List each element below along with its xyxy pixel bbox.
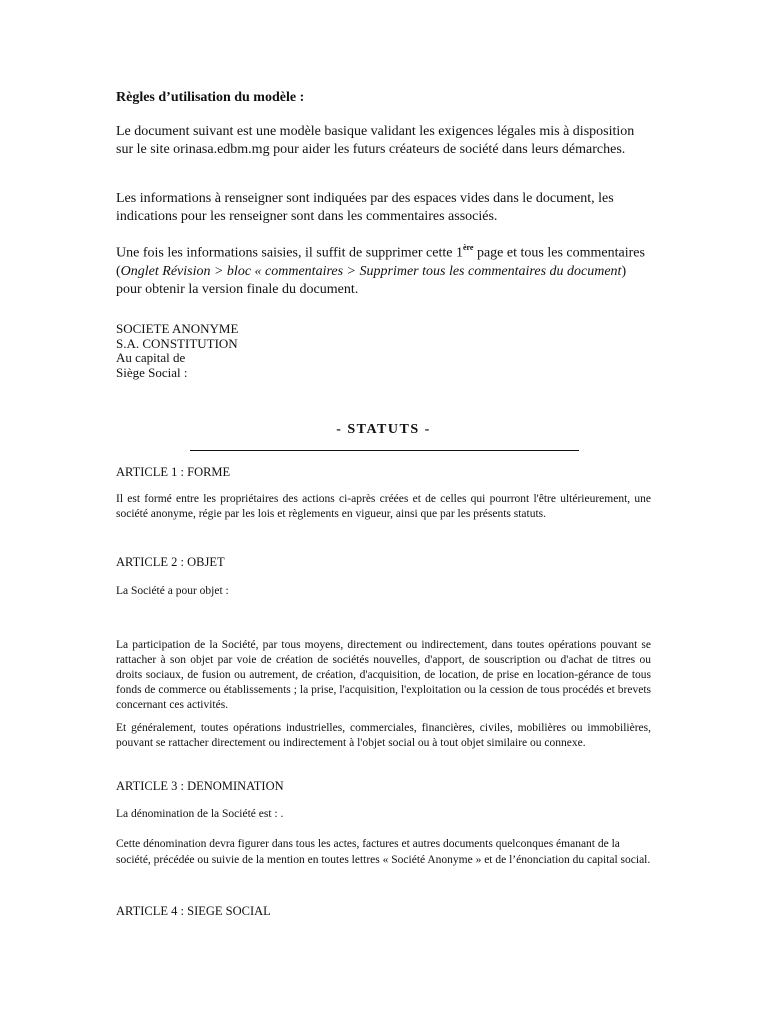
company-capital: Au capital de: [116, 350, 186, 365]
rules-paragraph-2: Les informations à renseigner sont indiquées par des espaces vides dans le document, les indications pour les renseigner sont dans les commentaires associés.: [116, 191, 614, 224]
article-3-paragraph-1: La dénomination de la Société est : .: [116, 808, 284, 820]
article-2-paragraph-3: Et généralement, toutes opérations industrielles, commerciales, financières, civiles, mobilières ou immobilières, pouvant se rattacher directement ou indirectement à l'objet social ou à tout objet similaire ou connexe.: [116, 722, 651, 749]
rules-paragraph-1: Le document suivant est une modèle basique validant les exigences légales mis à disposition sur le site orinasa.edbm.mg pour aider les futurs créateurs de société dans leurs démarches.: [116, 124, 635, 157]
statuts-title: - STATUTS -: [336, 422, 431, 437]
company-status: S.A. CONSTITUTION: [116, 335, 238, 351]
statuts-underline: [190, 450, 579, 451]
article-2-paragraph-1: La Société a pour objet :: [116, 585, 229, 597]
article-2-heading: ARTICLE 2 : OBJET: [116, 555, 225, 569]
company-type: SOCIETE ANONYME: [116, 321, 239, 336]
rules-paragraph-3: [116, 240, 651, 299]
article-3-heading: ARTICLE 3 : DENOMINATION: [116, 779, 284, 793]
rules-p3-superscript: ère: [462, 243, 474, 252]
article-1-paragraph: Il est formé entre les propriétaires des actions ci-après créées et de celles qui pourront l'être ultérieurement, une société anonyme, régie par les lois et règlements en vigueur, ainsi que par les présents statuts.: [116, 493, 651, 520]
article-4-heading: ARTICLE 4 : SIEGE SOCIAL: [116, 904, 271, 918]
article-1-heading: ARTICLE 1 : FORME: [116, 465, 231, 479]
rules-p3-middle: page et tous les commentaires (: [116, 245, 645, 279]
company-seat: Siège Social :: [116, 364, 188, 380]
article-2-paragraph-2: La participation de la Société, par tous moyens, directement ou indirectement, dans toutes opérations pouvant se rattacher à son objet par voie de création de sociétés nouvelles, d'apport, de souscription ou d'achat de titres ou droits sociaux, de fusion ou autrement, de création, d'acquisition, de location, de prise en location-gérance de tous fonds de commerce ou établissements ; la prise, l'acquisition, l'exploitation ou la cession de tous procédés et brevets concernant ces activités.: [116, 639, 651, 711]
rules-title: Règles d’utilisation du modèle :: [116, 90, 305, 105]
company-header: [116, 322, 651, 380]
rules-p3-italic: Onglet Révision > bloc « commentaires > Supprimer tous les commentaires du document: [120, 263, 622, 279]
article-3-paragraph-2: Cette dénomination devra figurer dans tous les actes, factures et autres documents quelconques émanant de la société, précédée ou suivie de la mention en toutes lettres « Société Anonyme » et de l’énonciation du capital social.: [116, 838, 651, 866]
rules-p3-end: ) pour obtenir la version finale du document.: [116, 263, 627, 297]
rules-p3-start: Une fois les informations saisies, il suffit de supprimer cette 1: [116, 245, 463, 261]
